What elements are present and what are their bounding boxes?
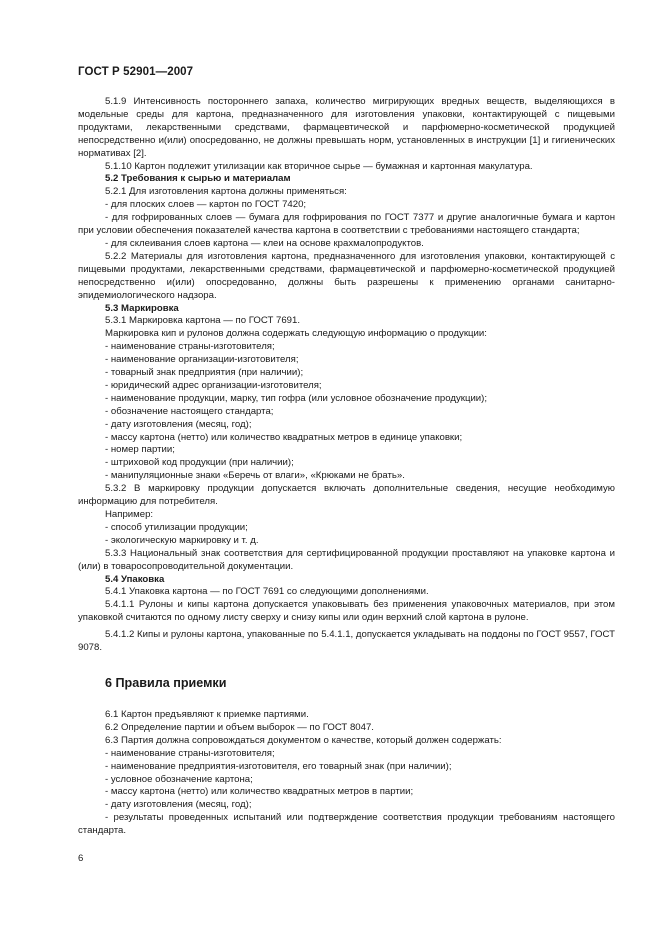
clause-5-3-1-text: Маркировка кип и рулонов должна содержать следующую информацию о продукции: [105, 328, 487, 340]
list-item: - номер партии; [105, 444, 175, 456]
list-item: - условное обозначение картона; [105, 773, 253, 785]
list-item: - юридический адрес организации-изготовителя; [105, 379, 322, 391]
heading-5-4: 5.4 Упаковка [105, 573, 165, 585]
clause-5-1-9: 5.1.9 Интенсивность постороннего запаха, количество мигрирующих вредных веществ, выделяющихся в модельные среды для картона, предназначенного для изготовления упаковки, контактирующей с пищевыми продуктами, лекарственными средствами, фармацевтической и парфюмерно-косметической продукцией непосредственно и(или) опосредованно, не должны превышать норм, установленных в инструкции [1] и гигиенических нормативах [2]. [78, 96, 615, 159]
list-item: - результаты проведенных испытаний или подтверждение соответствия продукции требованиям настоящего стандарта. [78, 812, 615, 837]
list-item: - дату изготовления (месяц, год); [105, 418, 252, 430]
list-item: - для плоских слоев — картон по ГОСТ 7420; [105, 199, 307, 211]
clause-5-3-1: 5.3.1 Маркировка картона — по ГОСТ 7691. [105, 315, 301, 327]
clause-5-2-1: 5.2.1 Для изготовления картона должны применяться: [105, 186, 347, 198]
standard-designation: ГОСТ Р 52901—2007 [78, 66, 194, 78]
list-item: - обозначение настоящего стандарта; [105, 405, 274, 417]
list-item-text: - для гофрированных слоев — бумага для гофрирования по ГОСТ 7377 и другие аналогичные бумага и картон при условии обеспечения показателей качества картона в соответствии с требованиями настоящего стандарта; [78, 212, 615, 237]
section-6-title: 6 Правила приемки [105, 675, 227, 690]
list-item: - массу картона (нетто) или количество квадратных метров в партии; [105, 786, 414, 798]
clause-6-1: 6.1 Картон предъявляют к приемке партиями. [105, 708, 309, 720]
list-item: - дату изготовления (месяц, год); [105, 799, 252, 811]
list-item: - товарный знак предприятия (при наличии); [105, 367, 304, 379]
list-item: - наименование предприятия-изготовителя, его товарный знак (при наличии); [105, 760, 452, 772]
list-item: - наименование организации-изготовителя; [105, 354, 299, 366]
list-item [78, 212, 615, 238]
list-item: - массу картона (нетто) или количество квадратных метров в единице упаковки; [105, 431, 463, 443]
list-item: - наименование продукции, марку, тип гофра (или условное обозначение продукции); [105, 392, 488, 404]
list-item: - экологическую маркировку и т. д. [105, 534, 259, 546]
clause-5-4-1: 5.4.1 Упаковка картона — по ГОСТ 7691 со следующими дополнениями. [105, 586, 429, 598]
list-item: - наименование страны-изготовителя; [105, 341, 275, 353]
page-number: 6 [78, 853, 84, 864]
list-item: - для склеивания слоев картона — клеи на основе крахмалопродуктов. [105, 237, 424, 249]
clause-5-1-10: 5.1.10 Картон подлежит утилизации как вторичное сырье — бумажная и картонная макулатура. [105, 160, 533, 172]
example-list [78, 522, 615, 548]
heading-5-3: 5.3 Маркировка [105, 302, 179, 314]
clause-6-2: 6.2 Определение партии и объем выборок — по ГОСТ 8047. [105, 721, 374, 733]
list-item: - штриховой код продукции (при наличии); [105, 457, 294, 469]
list-item: - наименование страны-изготовителя; [105, 747, 275, 759]
document-body [78, 96, 615, 838]
clause-6-3: 6.3 Партия должна сопровождаться документом о качестве, который должен содержать: [105, 734, 502, 746]
list-item: - способ утилизации продукции; [105, 521, 248, 533]
clause-5-4-1-2: 5.4.1.2 Кипы и рулоны картона, упакованные по 5.4.1.1, допускается укладывать на поддоны по ГОСТ 9557, ГОСТ 9078. [78, 629, 615, 654]
quality-document-list [78, 748, 615, 838]
heading-5-2: 5.2 Требования к сырью и материалам [105, 173, 291, 185]
list-item: - манипуляционные знаки «Беречь от влаги», «Крюками не брать». [105, 470, 405, 482]
clause-5-3-2: 5.3.2 В маркировку продукции допускается включать дополнительные сведения, несущие необходимую информацию для потребителя. [78, 483, 615, 508]
example-label: Например: [105, 509, 154, 520]
clause-5-2-2: 5.2.2 Материалы для изготовления картона, предназначенного для изготовления упаковки, контактирующей с пищевыми продуктами, лекарственными средствами, фармацевтической и парфюмерно-косметической продукцией непосредственно и(или) опосредованно, должны быть разрешены к применению органами санитарно-эпидемиологического надзора. [78, 250, 615, 301]
clause-5-4-1-1: 5.4.1.1 Рулоны и кипы картона допускается упаковывать без применения упаковочных материалов, при этом упаковкой считаются по одному листу сверху и снизу кипы или один верхний слой картона в рулоне. [78, 599, 615, 624]
clause-5-3-3: 5.3.3 Национальный знак соответствия для сертифицированной продукции проставляют на упаковке картона и (или) в товаросопроводительной документации. [78, 547, 615, 572]
marking-list [78, 341, 615, 483]
